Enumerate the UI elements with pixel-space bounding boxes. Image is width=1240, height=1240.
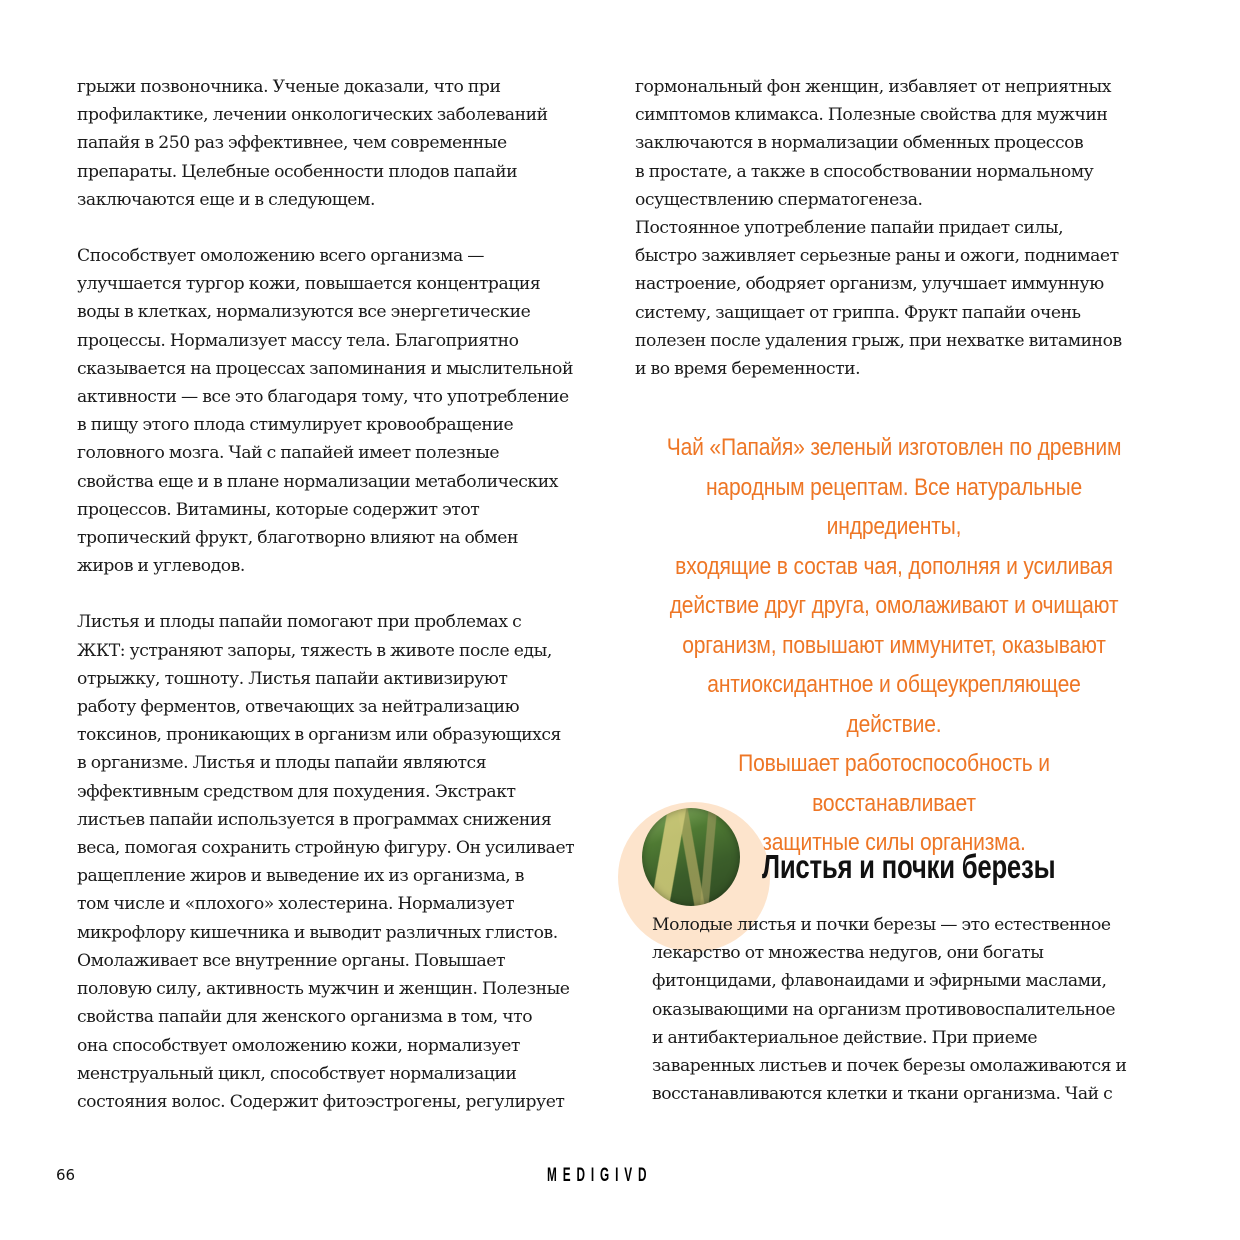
right-column-bottom xyxy=(652,911,1172,1108)
paragraph-birch-leaves: Молодые листья и почки березы — это естественное лекарство от множества недугов, они богаты фитонцидами, флавонаидами и эфирными маслами, оказывающими на организм противовоспалительное и антибактериальное действие. При приеме заваренных листьев и почек березы омолаживаются и восстанавливаются клетки и ткани организма. Чай с xyxy=(652,915,1127,1105)
paragraph-hormonal-benefits: гормональный фон женщин, избавляет от неприятных симптомов климакса. Полезные свойства для мужчин заключаются в нормализации обменных процессов в простате, а также в способствовании нормальному осуществлению сперматогенеза. Постоянное употребление папайи придает силы, быстро заживляет серьезные раны и ожоги, поднимает настроение, ободряет организм, улучшает иммунную систему, защищает от гриппа. Фрукт папайи очень полезен после удаления грыж, при нехватке витаминов и во время беременности. xyxy=(635,77,1122,380)
page-number: 66 xyxy=(56,1166,76,1184)
paragraph-rejuvenation: Способствует омоложению всего организма — улучшается тургор кожи, повышается концентрация воды в клетках, нормализуются все энергетические процессы. Нормализует массу тела. Благоприятно сказывается на процессах запоминания и мыслительной активности — все это благодаря тому, что употребление в пищу этого плода стимулирует кровообращение головного мозга. Чай с папайей имеет полезные свойства еще и в плане нормализации метаболических процессов. Витамины, которые содержит этот тропический фрукт, благотворно влияют на обмен жиров и углеводов. xyxy=(77,246,573,577)
paragraph-digestive-benefits: Листья и плоды папайи помогают при проблемах с ЖКТ: устраняют запоры, тяжесть в животе после еды, отрыжку, тошноту. Листья папайи активизируют работу ферментов, отвечающих за нейтрализацию токсинов, проникающих в организм или образующихся в организме. Листья и плоды папайи являются эффективным средством для похудения. Экстракт листьев папайи используется в программах снижения веса, помогая сохранить стройную фигуру. Он усиливает ращепление жиров и выведение их из организма, в том числе и «плохого» холестерина. Нормализует микрофлору кишечника и выводит различных глистов. Омолаживает все внутренние органы. Повышает половую силу, активность мужчин и женщин. Полезные свойства папайи для женского организма в том, что она способствует омоложению кожи, нормализует менструальный цикл, способствует нормализации состояния волос. Содержит фитоэстрогены, регулирует xyxy=(77,612,575,1112)
section-title: Листья и почки березы xyxy=(762,848,1056,885)
highlight-quote: Чай «Папайя» зеленый изготовлен по древним народным рецептам. Все натуральные индредиенты, входящие в состав чая, дополняя и усиливая действие друг друга, омолаживают и очищают организм, повышают иммунитет, оказывают антиоксидантное и общеукрепляющее действие. Повышает работоспособность и восстанавливает защитные силы организма. xyxy=(666,434,1122,856)
left-column xyxy=(77,73,617,1116)
birch-catkins-photo xyxy=(642,808,740,906)
brand-logo: MEDIGIVD xyxy=(547,1165,653,1186)
paragraph-hernia-research: грыжи позвоночника. Ученые доказали, что при профилактике, лечении онкологических заболеваний папайя в 250 раз эффективнее, чем современные препараты. Целебные особенности плодов папайи заключаются еще и в следующем. xyxy=(77,77,548,210)
section-header-birch xyxy=(620,790,1180,910)
right-column-top xyxy=(635,73,1175,383)
